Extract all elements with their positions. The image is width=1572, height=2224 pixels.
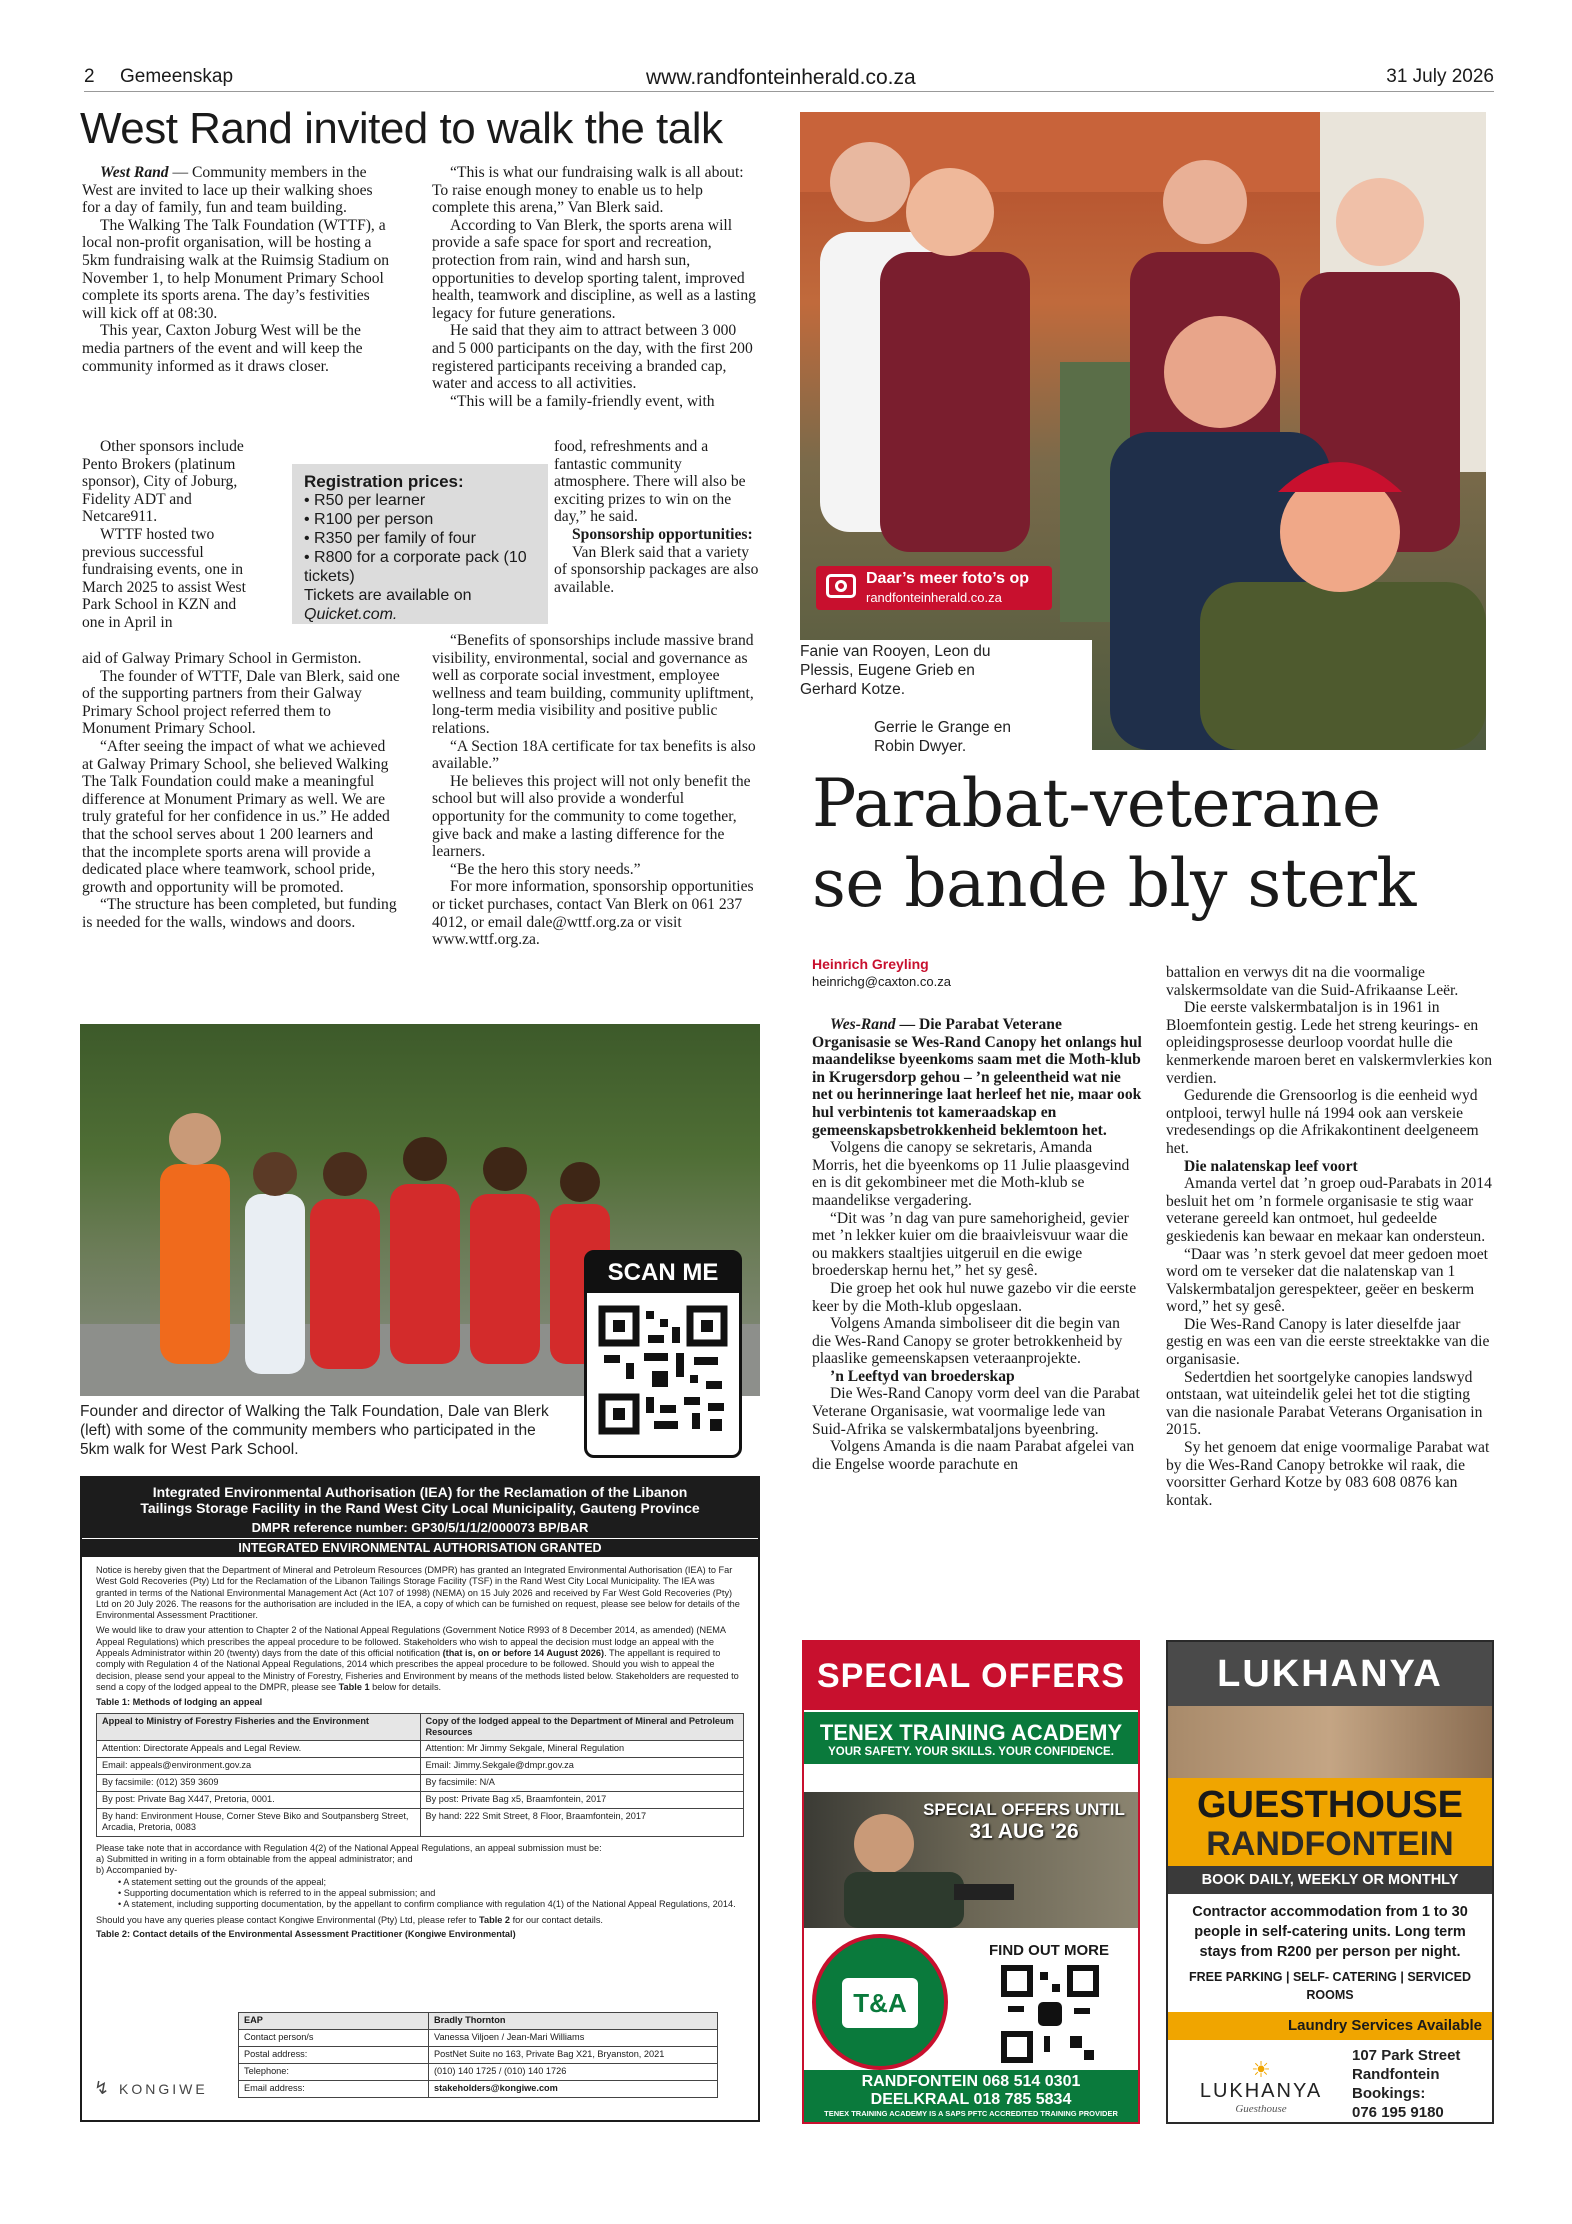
paragraph-text: This year, Caxton Joburg West will be the media partners of the event and will keep the community informed as it draws closer. [82,322,363,375]
walk-photo-caption: Founder and director of Walking the Talk Foundation, Dale van Blerk (left) with some of the community members who participated in the 5km walk for West Park School. [80,1403,549,1458]
paragraph [554,438,760,526]
paragraph [1166,1439,1494,1509]
table2-header: EAP [239,2013,429,2030]
paragraph [82,738,400,896]
more-photos-url[interactable]: randfonteinherald.co.za [866,590,1002,605]
iea-deadline: (that is, on or before 14 August 2026) [442,1648,605,1659]
lukhanya-name: LUKHANYA [1217,1653,1443,1695]
paragraph-text: — Community members in the West are invited to lace up their walking shoes for a day of family, fun and team building. [82,164,373,217]
iea-para4 [96,1915,744,1926]
iea-para4-text: for our contact details. [510,1914,603,1925]
scan-me-label: SCAN ME [587,1253,739,1293]
tickets-site[interactable]: Quicket.com. [304,606,398,623]
iea-para1: Notice is hereby given that the Department of Mineral and Petroleum Resources (DMPR) has granted an Integrated Environmental Authorisation (IEA) to Far West Gold Recoveries (Pty) Ltd for the Reclamation of the Libanon Tailings Storage Facility (TSF) in the Rand West City Local Municipality. The IEA was granted in terms of the National Environmental Management Act (Act 107 of 1998) (NEMA) on 15 July 2026 and received by Far West Gold Recoveries (Pty) Ltd on 20 July 2026. The reasons for the authorisation are included in the IEA, a copy of which can be furnished on request, please see below for details of the Environmental Assessment Practitioner. [96,1565,740,1621]
paragraph-text: Volgens die canopy se sekretaris, Amanda Morris, het die byeenkoms op 11 Julie plaasgevind en is dit gekombineer met die Moth-klub se maandelikse vergadering. [812,1139,1130,1209]
paragraph-text: Amanda vertel dat ’n groep oud-Parabats in 2014 besluit het om ’n formele organisasie te stig waar veterane gereeld kan ontmoet, hul gedeelde geskiedenis kan bewaar en mekaar kan ondersteun. [1166,1175,1492,1245]
paragraph [1166,1158,1494,1176]
tickets-line: Tickets are available on [304,587,472,604]
veterans-caption-left: Fanie van Rooyen, Leon du Plessis, Eugene Grieb en Gerhard Kotze. [800,643,991,698]
paragraph-text: aid of Galway Primary School in Germiston. [82,650,362,667]
table1-cell[interactable]: Email: Jimmy.Sekgale@dmpr.gov.za [420,1758,744,1775]
lukhanya-ad[interactable] [1166,1640,1494,2124]
article1-col1-bottom [82,650,400,932]
dateline: West Rand [100,164,169,181]
paragraph-text: “Dit was ’n dag van pure samehorigheid, gevier met ’n lekker kuier om die braaivleisvuur waar die ou makkers staaltjies uitgeruil en die ewige broederskap hernu het,” het sy gesê. [812,1209,1129,1280]
tenex-headline: SPECIAL OFFERS [804,1642,1138,1710]
paragraph [812,1385,1142,1438]
iea-para4-text: Should you have any queries please contact Kongiwe Environmental (Pty) Ltd, please refer to [96,1914,480,1925]
iea-title [82,1478,758,1538]
article2-headline-line: Parabat-veterane [812,765,1381,842]
paragraph [812,1280,1142,1315]
lukhanya-guesthouse: GUESTHOUSE [1196,1784,1464,1826]
paragraph-text: Van Blerk said that a variety of sponsorship packages are also available. [554,543,759,596]
paragraph-text: “This will be a family-friendly event, with [450,392,715,410]
kongiwe-logo-text: KONGIWE [118,2081,208,2097]
paragraph-text: “This is what our fundraising walk is all about: To raise enough money to enable us to help complete this arena,” Van Blerk said. [432,164,744,217]
table2-cell: Vanessa Viljoen / Jean-Mari Williams [429,2030,718,2047]
paragraph-text: Sy het genoem dat enige voormalige Parabat wat by die Wes-Rand Canopy betrokke wil raak, die voorsitter Gerhard Kotze by 083 608 0876 kan kontak. [1166,1439,1490,1509]
paragraph [432,773,760,861]
tenex-find-out: FIND OUT MORE [989,1942,1109,1959]
iea-para2 [96,1625,744,1693]
table2-header: Bradly Thornton [429,2013,718,2030]
section-name: Gemeenskap [120,66,234,87]
table1-cell: By hand: 222 Smit Street, 8 Floor, Braamfontein, 2017 [420,1809,744,1837]
table2-cell: Postal address: [239,2047,429,2064]
iea-table1-title: Table 1: Methods of lodging an appeal [96,1697,263,1708]
paragraph [432,217,760,323]
lukhanya-contact [1352,2046,1460,2122]
tenex-offer-date: 31 AUG '26 [969,1820,1079,1843]
paragraph [812,1139,1142,1209]
iea-para2-text: below for details. [369,1681,442,1692]
bold-text: — Die Parabat Veterane Organisasie se Wes-Rand Canopy het onlangs hul maandelikse byeenkoms saam met die Moth-klub in Krugersdorp gehou – ’n geleentheid wat nie net ou herinneringe laat herleef het nie, maar ook hul verbintenis tot kameraadskap en gemeenskapsbetrokkenheid beklemtoon het. [812,1016,1142,1139]
article1-col2-narrow [554,438,760,596]
paragraph [432,878,760,948]
table1-cell: By hand: Environment House, Corner Steve Biko and Soutpansberg Street, Arcadia, Pretoria, 0083 [97,1809,421,1837]
iea-notice [80,1476,760,2122]
paragraph-text: Die eerste valskermbataljon is in 1961 in Bloemfontein gestig. Lede het streng keurings- en opleidingsprosesse deurloop voordat hulle die kenmerkende maroen beret en valskermvlerkies kon verdien. [1166,999,1493,1087]
paragraph [432,632,760,738]
iea-para2-text: We would like to draw your attention to Chapter 2 of the National Appeal Regulations (Government Notice R993 of 8 December 2014, as amended) (NEMA Appeal Regulations) which prescribes the appeal procedure to be followed. Stakeholders who wish to appeal the decision must lodge an appeal with the Appeals Administrator within 20 (twenty) days from the date of this official notification [96,1625,726,1659]
lukhanya-bookings-label: Bookings: [1352,2085,1426,2102]
article2-headline [812,764,1492,924]
kongiwe-logo [94,2078,208,2099]
iea-table1-ref: Table 1 [338,1681,370,1692]
registration-item: • R50 per learner [304,492,426,509]
veterans-caption-right: Gerrie le Grange en Robin Dwyer. [874,719,1011,755]
iea-list-item: • A statement, including supporting documentation, by the appellant to confirm compliance with regulation 4(1) of the National Appeal Regulations, 2014. [118,1899,736,1910]
paragraph-text: “After seeing the impact of what we achieved at Galway Primary School, she believed Walking The Talk Foundation could make a meaningful difference at Monument Primary as well. We are truly grateful for her confidence in us.” He added that the school serves about 1 200 learners and that the incomplete sports arena will provide a dedicated place where teamwork, school pride, growth and opportunity will be promoted. [82,737,390,896]
lukhanya-logo-sun-icon: ☀ [1251,2057,1271,2082]
registration-item: • R350 per family of four [304,530,476,547]
table1-cell: By facsimile: N/A [420,1775,744,1792]
lukhanya-book: BOOK DAILY, WEEKLY OR MONTHLY [1168,1866,1492,1894]
tenex-offer [914,1800,1134,1844]
paragraph-text: “A Section 18A certificate for tax benefits is also available.” [432,737,756,773]
tenex-footer: TENEX TRAINING ACADEMY IS A SAPS PFTC ACCREDITED TRAINING PROVIDER [824,2109,1118,2118]
tenex-tagline: YOUR SAFETY. YOUR SKILLS. YOUR CONFIDENCE. [828,1746,1114,1758]
paragraph [82,668,400,738]
website[interactable]: www.randfonteinherald.co.za [646,66,916,89]
lukhanya-address: 107 Park Street [1352,2047,1461,2064]
lukhanya-logo [1176,2057,1346,2115]
paragraph [812,1368,1142,1386]
table2-cell: Telephone: [239,2064,429,2081]
paragraph [554,544,760,597]
article1-col1-top [82,164,390,375]
paragraph-text: Volgens Amanda is die naam Parabat afgelei van die Engelse woorde parachute en [812,1438,1135,1473]
camera-lens-icon [835,580,847,592]
iea-para3: Please take note that in accordance with Regulation 4(2) of the National Appeal Regulations, an appeal submission must be: [96,1842,602,1853]
scan-me-box[interactable] [584,1250,742,1458]
paragraph [82,526,262,632]
kongiwe-logo-icon: ↯ [94,2078,113,2098]
bold-text: Sponsorship opportunities: [572,525,753,543]
tenex-qr-icon[interactable] [1000,1964,1100,2064]
paragraph-text: Die Wes-Rand Canopy is later dieselfde jaar gestig en was een van die eerste streektakke van die organisasie. [1166,1315,1490,1369]
paragraph [1166,1087,1494,1157]
paragraph-text: “Be the hero this story needs.” [450,860,641,878]
tenex-phone[interactable]: RANDFONTEIN 068 514 0301 [861,2073,1081,2090]
paragraph [82,438,262,526]
registration-box [292,464,548,624]
iea-list-item: • Supporting documentation which is referred to in the appeal submission; and [118,1887,436,1898]
article1-col1-narrow [82,438,262,632]
lukhanya-guesthouse-band [1168,1778,1492,1866]
tenex-offer-label: SPECIAL OFFERS UNTIL [923,1800,1125,1819]
bold-text: ’n Leeftyd van broederskap [830,1367,1015,1385]
paragraph [82,164,390,217]
paragraph [432,738,760,773]
article1-col2-bottom [432,632,760,949]
iea-body [82,1557,758,1940]
paragraph-text: The founder of WTTF, Dale van Blerk, said one of the supporting partners from their Galway Primary School project referred them to Monument Primary School. [82,667,400,738]
article1-col2-top [432,164,760,410]
paragraph [812,1438,1142,1473]
lukhanya-features: FREE PARKING | SELF- CATERING | SERVICED ROOMS [1188,1970,1472,2002]
paragraph [432,393,760,411]
paragraph-text: Die groep het ook hul nuwe gazebo vir die eerste keer by die Moth-klub opgeslaan. [812,1279,1137,1315]
table1-cell: By post: Private Bag X447, Pretoria, 0001. [97,1792,421,1809]
paragraph-text: WTTF hosted two previous successful fundraising events, one in March 2025 to assist West Park School in KZN and one in April in [82,525,246,631]
lukhanya-desc: Contractor accommodation from 1 to 30 people in self-catering units. Long term stays from R200 per person per night. [1192,1904,1468,1960]
table1-cell: By post: Private Bag x5, Braamfontein, 2017 [420,1792,744,1809]
paragraph [82,650,400,668]
registration-title: Registration prices: [304,472,464,491]
paragraph-text: food, refreshments and a fantastic community atmosphere. There will also be exciting prizes to win on the day,” he said. [554,438,746,526]
paragraph [1166,1316,1494,1369]
paragraph [812,1210,1142,1280]
more-photos-title: Daar’s meer foto’s op [866,570,1030,587]
article2-col2 [1166,964,1494,1509]
table2-cell: Email address: [239,2081,429,2098]
paragraph-text: He said that they aim to attract between 3 000 and 5 000 participants on the day, with the first 200 registered participants receiving a branded cap, water and access to all activities. [432,322,753,393]
paragraph [82,217,390,323]
paragraph-text: For more information, sponsorship opportunities or ticket purchases, contact Van Blerk on 061 237 4012, or email dale@wttf.org.za or visit www.wttf.org.za. [432,878,754,949]
table2-cell: Contact person/s [239,2030,429,2047]
issue-date: 31 July 2026 [1386,66,1494,87]
paragraph [432,164,760,217]
iea-title-line: Tailings Storage Facility in the Rand West City Local Municipality, Gauteng Province [140,1500,700,1516]
lukhanya-logo-sub: Guesthouse [1235,2103,1287,2115]
article2-headline-line: se bande bly sterk [812,845,1416,922]
registration-item: • R100 per person [304,511,434,528]
paragraph [1166,964,1494,999]
table1-cell[interactable]: Email: appeals@environment.gov.za [97,1758,421,1775]
article2-author: Heinrich Greyling [812,956,929,972]
table2-cell: PostNet Suite no 163, Private Bag X21, Bryanston, 2021 [429,2047,718,2064]
paragraph [812,1315,1142,1368]
qr-code-icon[interactable] [598,1305,728,1435]
table1-cell: Attention: Directorate Appeals and Legal Review. [97,1741,421,1758]
paragraph [82,896,400,931]
tenex-ad[interactable] [802,1640,1140,2124]
paragraph-text: According to Van Blerk, the sports arena will provide a safe space for sport and recreation, protection from rain, wind and harsh sun, opportunities to develop sporting talent, improved health, teamwork and discipline, as well as a lasting legacy for future generations. [432,216,756,322]
iea-granted: INTEGRATED ENVIRONMENTAL AUTHORISATION GRANTED [82,1538,758,1557]
tenex-academy-name: TENEX TRAINING ACADEMY [819,1720,1123,1745]
paragraph-text: Die Wes-Rand Canopy vorm deel van die Parabat Veterane Organisasie, wat voormalige lede van Suid-Afrika se valskermbataljons byeenbring. [812,1385,1140,1438]
iea-list-item: a) Submitted in writing in a form obtainable from the appeal administrator; and [96,1854,413,1865]
paragraph-text: “Benefits of sponsorships include massive brand visibility, environmental, social and governance as well as corporate social investment, employee wellness and team building, community upliftment, long-term media visibility and positive public relations. [432,632,754,737]
lukhanya-logo-name: LUKHANYA [1199,2080,1323,2102]
paragraph-text: battalion en verwys dit na die voormalige valskermsoldate van die Suid-Afrikaanse Leër. [1166,964,1459,999]
article1-headline: West Rand invited to walk the talk [80,104,723,153]
article2-col1 [812,1016,1142,1473]
iea-table2-ref: Table 2 [479,1914,511,1925]
paragraph [432,322,760,392]
paragraph-text: Gedurende die Grensoorlog is die eenheid wyd ontplooi, terwyl hulle ná 1994 ook aan verskeie vredesendings op die Afrikakontinent deelgeneem het. [1166,1087,1479,1157]
lukhanya-town: RANDFONTEIN [1206,1825,1454,1863]
tenex-phone[interactable]: DEELKRAAL 018 785 5834 [870,2091,1072,2108]
more-photos-badge[interactable] [816,566,1052,610]
tenex-logo [812,1934,948,2070]
paragraph-text: Sedertdien het soortgelyke canopies landswyd ontstaan, wat uiteindelik gelei het tot die stigting van die nasionale Parabat Veterans Organisation in 2015. [1166,1368,1483,1439]
table1-header: Appeal to Ministry of Forestry Fisheries and the Environment [97,1713,421,1741]
table2-cell[interactable]: stakeholders@kongiwe.com [429,2081,718,2098]
page-header [84,64,1494,92]
registration-item: • R800 for a corporate pack (10 tickets) [304,549,527,585]
bold-text: Die nalatenskap leef voort [1184,1157,1358,1175]
page-number: 2 [84,66,95,87]
table1-cell: Attention: Mr Jimmy Sekgale, Mineral Regulation [420,1741,744,1758]
lukhanya-address: Randfontein [1352,2066,1440,2083]
lukhanya-photo [1168,1706,1492,1778]
iea-dmpr-ref: DMPR reference number: GP30/5/1/1/2/000073 BP/BAR [251,1520,589,1535]
article2-author-email[interactable]: heinrichg@caxton.co.za [812,974,951,989]
table1-cell: By facsimile: (012) 359 3609 [97,1775,421,1792]
iea-title-line: Integrated Environmental Authorisation (IEA) for the Reclamation of the Libanon [152,1484,688,1500]
tenex-academy-band [804,1712,1138,1764]
tenex-phone-band [804,2070,1138,2122]
paragraph [1166,1175,1494,1245]
iea-table1 [96,1713,744,1837]
lukhanya-header [1168,1642,1492,1706]
iea-table2-title: Table 2: Contact details of the Environmental Assessment Practitioner (Kongiwe Environmental) [96,1928,516,1939]
lukhanya-phone[interactable]: 076 195 9180 [1352,2104,1444,2121]
tenex-logo-text: T&A [842,1978,918,2028]
paragraph [432,861,760,879]
paragraph [82,322,390,375]
table1-header: Copy of the lodged appeal to the Department of Mineral and Petroleum Resources [420,1713,744,1741]
paragraph-text: Volgens Amanda simboliseer dit die begin van die Wes-Rand Canopy se groter betrokkenheid by plaaslike gemeenskapsen veteraanprojekte. [812,1315,1123,1368]
paragraph [812,1016,1142,1139]
paragraph [1166,1369,1494,1439]
paragraph-text: “The structure has been completed, but funding is needed for the walls, windows and doors. [82,896,397,931]
paragraph-text: He believes this project will not only benefit the school but will also provide a wonderful opportunity for the community to come together, give back and make a lasting difference for the learners. [432,772,751,861]
paragraph-text: “Daar was ’n sterk gevoel dat meer gedoen moet word om te verseker dat die nalatenskap van 1 Valskermbataljon gerespekteer, geëer en beskerm word,” het sy gesê. [1166,1245,1488,1316]
iea-para2-text: . The appellant is required to comply with Regulation 4 of the National Appeal Regulations, 2014 which prescribes the appeal procedure to be followed. Should you wish to appeal the decision, please send your appeal to the Ministry of Forestry, Fisheries and Environment by means of the methods listed below. Stakeholders are requested to send a copy of the lodged appeal to the DMPR, please see [96,1648,739,1692]
paragraph-text: The Walking The Talk Foundation (WTTF), a local non-profit organisation, will be hosting a 5km fundraising walk at the Ruimsig Stadium on November 1, to help Monument Primary School complete its sports arena. The day’s festivities will kick off at 08:30. [82,216,390,322]
paragraph [1166,1246,1494,1316]
paragraph-text: Other sponsors include Pento Brokers (platinum sponsor), City of Joburg, Fidelity ADT and Netcare911. [82,438,244,526]
iea-table2 [238,2012,718,2098]
lukhanya-laundry: Laundry Services Available [1168,2012,1492,2040]
table2-cell: (010) 140 1725 / (010) 140 1726 [429,2064,718,2081]
iea-list-item: • A statement setting out the grounds of the appeal; [118,1876,327,1887]
paragraph [1166,999,1494,1087]
paragraph [554,526,760,544]
iea-list-item: b) Accompanied by- [96,1865,178,1876]
dateline: Wes-Rand [830,1016,896,1033]
